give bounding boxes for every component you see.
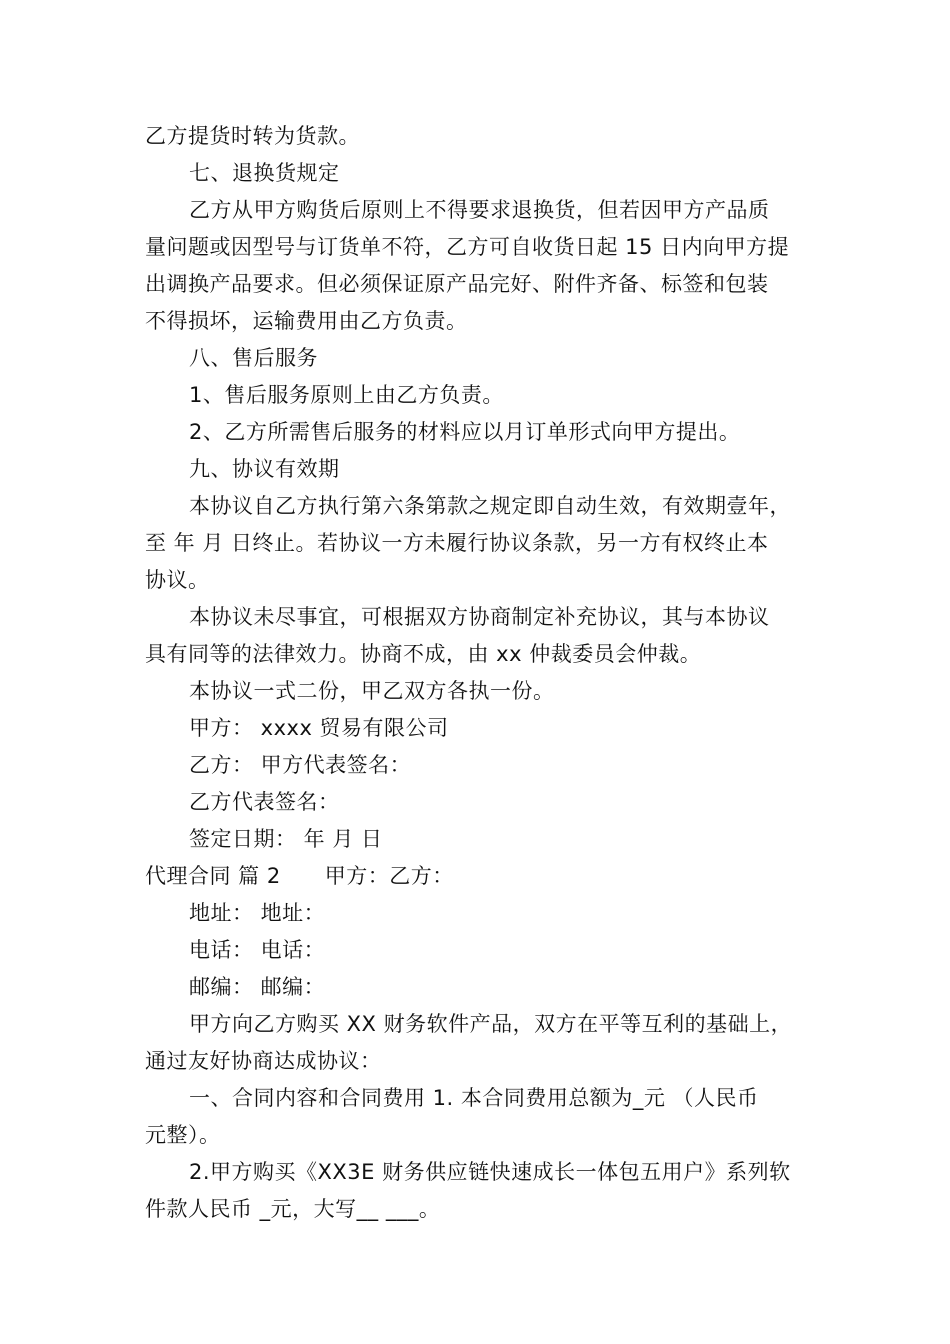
text-line: 通过友好协商达成协议： bbox=[145, 1049, 382, 1073]
party-a-line: 甲方： xxxx 贸易有限公司 bbox=[189, 716, 449, 740]
text-line: 2.甲方购买《XX3E 财务供应链快速成长一体包五用户》系列软 bbox=[189, 1160, 791, 1184]
contract-parties: 甲方：乙方： bbox=[324, 864, 454, 888]
text-line: 至 年 月 日终止。若协议一方未履行协议条款，另一方有权终止本 bbox=[145, 531, 769, 555]
document-page bbox=[145, 118, 810, 1228]
text-line: 1、售后服务原则上由乙方负责。 bbox=[189, 383, 504, 407]
text-line: 本协议一式二份，甲乙双方各执一份。 bbox=[189, 679, 555, 703]
section-heading: 九、协议有效期 bbox=[189, 457, 340, 481]
text-line: 件款人民币 _元，大写__ ___。 bbox=[145, 1197, 441, 1221]
text-line: 元整）。 bbox=[145, 1123, 221, 1147]
text-line: 一、合同内容和合同费用 1. 本合同费用总额为_元 （人民币 bbox=[189, 1086, 759, 1110]
sign-date-line: 签定日期： 年 月 日 bbox=[189, 827, 383, 851]
text-line: 出调换产品要求。但必须保证原产品完好、附件齐备、标签和包装 bbox=[145, 272, 769, 296]
contract-heading bbox=[145, 858, 810, 895]
text-line: 乙方从甲方购货后原则上不得要求退换货，但若因甲方产品质 bbox=[189, 198, 770, 222]
address-line: 地址： 地址： bbox=[189, 901, 326, 925]
postcode-line: 邮编： 邮编： bbox=[189, 975, 326, 999]
text-line: 甲方向乙方购买 XX 财务软件产品，双方在平等互利的基础上， bbox=[189, 1012, 793, 1036]
signature-line: 乙方代表签名： bbox=[189, 790, 340, 814]
section-heading: 七、退换货规定 bbox=[189, 161, 340, 185]
phone-line: 电话： 电话： bbox=[189, 938, 326, 962]
text-line: 具有同等的法律效力。协商不成，由 xx 仲裁委员会仲裁。 bbox=[145, 642, 702, 666]
text-line: 量问题或因型号与订货单不符，乙方可自收货日起 15 日内向甲方提 bbox=[145, 235, 790, 259]
text-line: 本协议自乙方执行第六条第款之规定即自动生效，有效期壹年， bbox=[189, 494, 791, 518]
party-b-line: 乙方： 甲方代表签名： bbox=[189, 753, 412, 777]
text-line: 不得损坏，运输费用由乙方负责。 bbox=[145, 309, 468, 333]
text-line: 本协议未尽事宜，可根据双方协商制定补充协议，其与本协议 bbox=[189, 605, 770, 629]
text-line: 2、乙方所需售后服务的材料应以月订单形式向甲方提出。 bbox=[189, 420, 741, 444]
text-line: 协议。 bbox=[145, 568, 210, 592]
contract-title: 代理合同 篇 2 bbox=[145, 864, 281, 888]
section-heading: 八、售后服务 bbox=[189, 346, 318, 370]
text-line: 乙方提货时转为货款。 bbox=[145, 124, 360, 148]
